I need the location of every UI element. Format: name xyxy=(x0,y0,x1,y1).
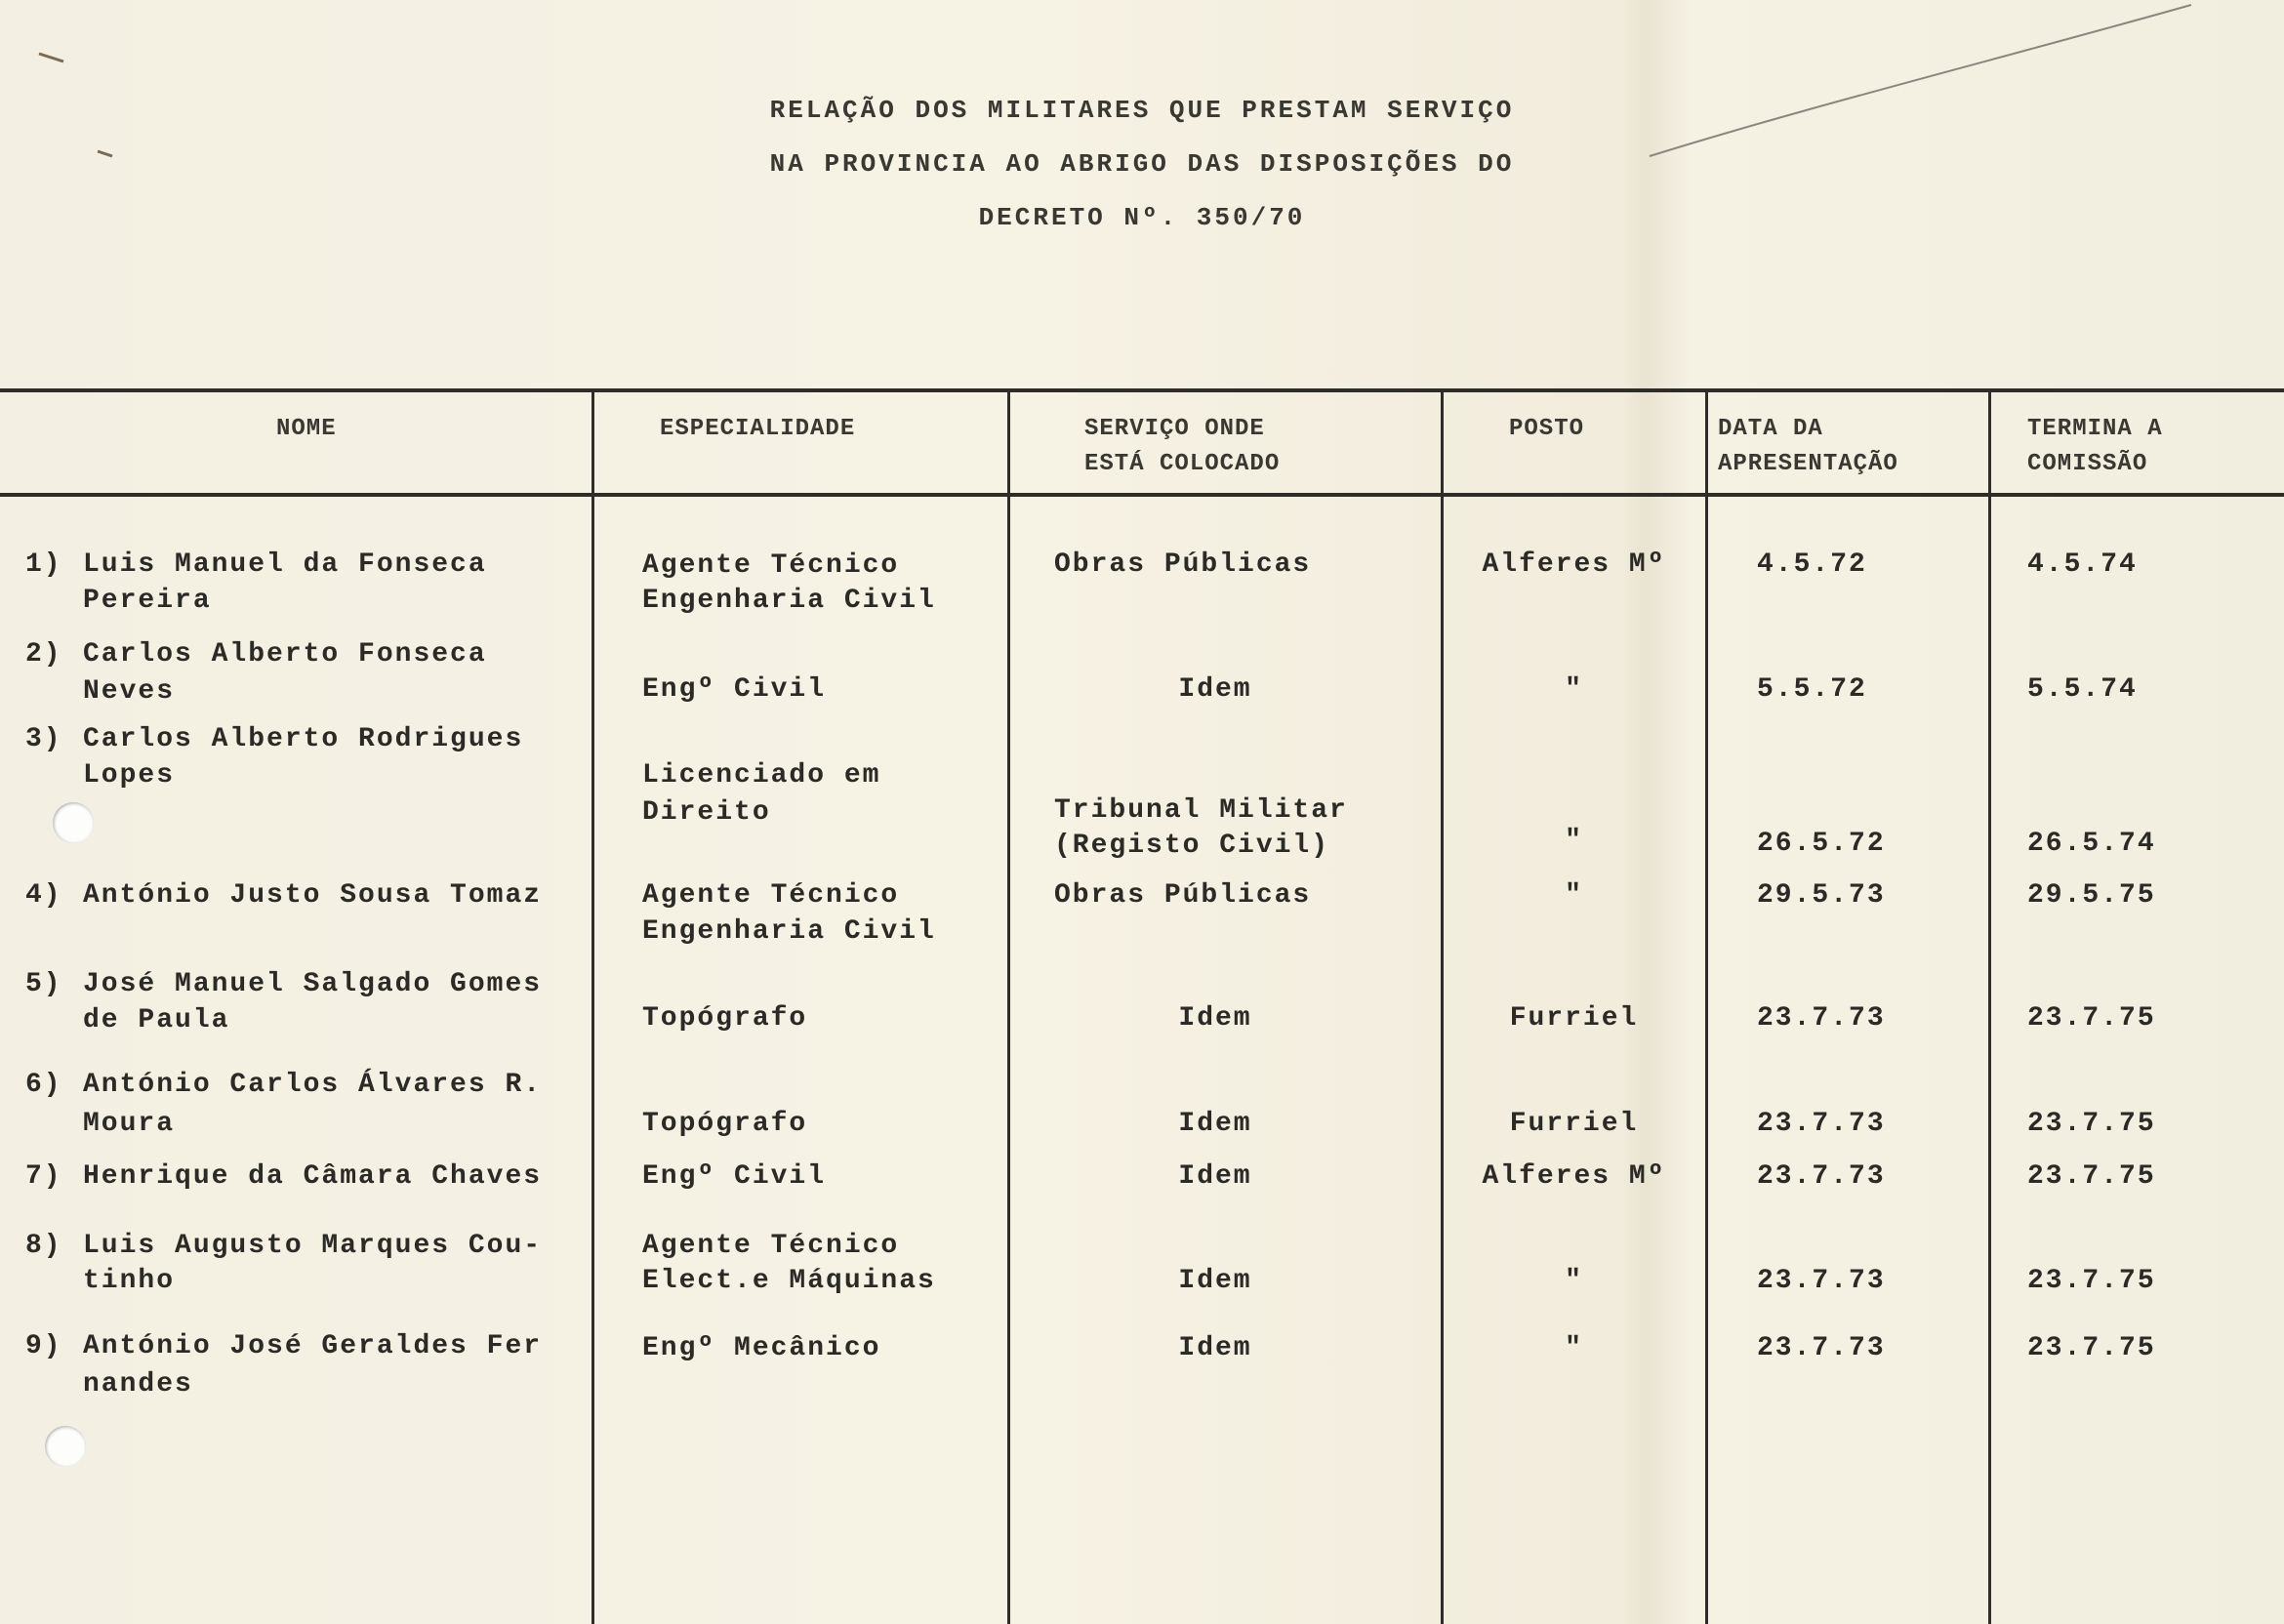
servico-line: Idem xyxy=(1178,674,1252,705)
servico-line: Idem xyxy=(1178,1266,1252,1296)
termina-comissao-cell: 23.7.75 xyxy=(2027,1266,2156,1296)
row-number: 1) xyxy=(25,549,62,580)
servico-line: Tribunal Militar xyxy=(1054,795,1348,826)
row-number: 6) xyxy=(25,1070,62,1100)
data-apresentacao-cell: 23.7.73 xyxy=(1757,1109,1886,1139)
row-number: 8) xyxy=(25,1231,62,1261)
especialidade-line: Engº Mecânico xyxy=(642,1333,881,1363)
termina-comissao-cell: 23.7.75 xyxy=(2027,1161,2156,1192)
name-line: Luis Manuel da Fonseca xyxy=(83,549,487,580)
header-nome: NOME xyxy=(276,416,337,442)
title-line-3: DECRETO Nº. 350/70 xyxy=(978,203,1306,232)
posto-cell: " xyxy=(1565,880,1583,911)
data-apresentacao-cell: 26.5.72 xyxy=(1757,829,1886,859)
data-apresentacao-cell: 5.5.72 xyxy=(1757,674,1867,705)
name-line: Lopes xyxy=(83,760,176,791)
servico-line: Idem xyxy=(1178,1333,1252,1363)
termina-comissao-cell: 5.5.74 xyxy=(2027,674,2138,705)
especialidade-line: Engº Civil xyxy=(642,1161,827,1192)
termina-comissao-cell: 23.7.75 xyxy=(2027,1003,2156,1034)
column-divider xyxy=(1441,388,1444,1624)
column-divider xyxy=(591,388,594,1624)
table-top-rule xyxy=(0,388,2284,392)
punch-hole xyxy=(45,1426,86,1467)
servico-line: Idem xyxy=(1178,1109,1252,1139)
row-number: 9) xyxy=(25,1331,62,1361)
servico-line: (Registo Civil) xyxy=(1054,831,1330,861)
row-number: 7) xyxy=(25,1161,62,1192)
especialidade-line: Topógrafo xyxy=(642,1109,808,1139)
termina-comissao-cell: 4.5.74 xyxy=(2027,549,2138,580)
posto-cell: " xyxy=(1565,674,1583,705)
column-divider xyxy=(1988,388,1991,1624)
header-posto: POSTO xyxy=(1509,416,1585,442)
row-number: 2) xyxy=(25,639,62,670)
posto-cell: " xyxy=(1565,1333,1583,1363)
row-number: 5) xyxy=(25,969,62,999)
especialidade-line: Engenharia Civil xyxy=(642,916,936,947)
title-line-1: RELAÇÃO DOS MILITARES QUE PRESTAM SERVIÇO xyxy=(769,96,1515,125)
especialidade-line: Agente Técnico xyxy=(642,550,900,581)
especialidade-line: Agente Técnico xyxy=(642,1231,900,1261)
data-apresentacao-cell: 23.7.73 xyxy=(1757,1161,1886,1192)
especialidade-line: Licenciado em xyxy=(642,760,881,791)
name-line: António Justo Sousa Tomaz xyxy=(83,880,543,911)
name-line: Carlos Alberto Fonseca xyxy=(83,639,487,670)
data-apresentacao-cell: 23.7.73 xyxy=(1757,1266,1886,1296)
especialidade-line: Elect.e Máquinas xyxy=(642,1266,936,1296)
posto-cell: Alferes Mº xyxy=(1482,1161,1666,1192)
name-line: António Carlos Álvares R. xyxy=(83,1070,543,1100)
column-divider xyxy=(1007,388,1010,1624)
termina-comissao-cell: 29.5.75 xyxy=(2027,880,2156,911)
posto-cell: " xyxy=(1565,826,1583,856)
name-line: Henrique da Câmara Chaves xyxy=(83,1161,543,1192)
termina-comissao-cell: 23.7.75 xyxy=(2027,1333,2156,1363)
especialidade-line: Direito xyxy=(642,797,771,828)
header-termina-comissao: TERMINA A COMISSÃO xyxy=(2027,416,2163,477)
name-line: Pereira xyxy=(83,586,212,616)
header-especialidade: ESPECIALIDADE xyxy=(660,416,856,442)
pencil-mark xyxy=(0,0,2284,293)
name-line: António José Geraldes Fer xyxy=(83,1331,543,1361)
especialidade-line: Engenharia Civil xyxy=(642,586,936,616)
name-line: tinho xyxy=(83,1266,176,1296)
servico-line: Idem xyxy=(1178,1161,1252,1192)
column-divider xyxy=(1705,388,1708,1624)
data-apresentacao-cell: 23.7.73 xyxy=(1757,1003,1886,1034)
termina-comissao-cell: 26.5.74 xyxy=(2027,829,2156,859)
servico-line: Obras Públicas xyxy=(1054,549,1312,580)
data-apresentacao-cell: 23.7.73 xyxy=(1757,1333,1886,1363)
posto-cell: Furriel xyxy=(1509,1003,1639,1034)
name-line: Neves xyxy=(83,676,176,707)
servico-line: Obras Públicas xyxy=(1054,880,1312,911)
especialidade-line: Agente Técnico xyxy=(642,880,900,911)
termina-comissao-cell: 23.7.75 xyxy=(2027,1109,2156,1139)
name-line: de Paula xyxy=(83,1005,230,1035)
data-apresentacao-cell: 29.5.73 xyxy=(1757,880,1886,911)
header-servico: SERVIÇO ONDE ESTÁ COLOCADO xyxy=(1084,416,1281,477)
row-number: 4) xyxy=(25,880,62,911)
punch-hole xyxy=(53,802,94,843)
name-line: José Manuel Salgado Gomes xyxy=(83,969,543,999)
posto-cell: Alferes Mº xyxy=(1482,549,1666,580)
name-line: Moura xyxy=(83,1109,176,1139)
header-data-apresentacao: DATA DA APRESENTAÇÃO xyxy=(1718,416,1898,477)
especialidade-line: Engº Civil xyxy=(642,674,827,705)
header-bottom-rule xyxy=(0,493,2284,497)
row-number: 3) xyxy=(25,724,62,754)
name-line: Luis Augusto Marques Cou- xyxy=(83,1231,543,1261)
servico-line: Idem xyxy=(1178,1003,1252,1034)
data-apresentacao-cell: 4.5.72 xyxy=(1757,549,1867,580)
title-line-2: NA PROVINCIA AO ABRIGO DAS DISPOSIÇÕES DO xyxy=(769,149,1515,179)
name-line: nandes xyxy=(83,1369,193,1400)
name-line: Carlos Alberto Rodrigues xyxy=(83,724,524,754)
especialidade-line: Topógrafo xyxy=(642,1003,808,1034)
posto-cell: " xyxy=(1565,1266,1583,1296)
posto-cell: Furriel xyxy=(1509,1109,1639,1139)
